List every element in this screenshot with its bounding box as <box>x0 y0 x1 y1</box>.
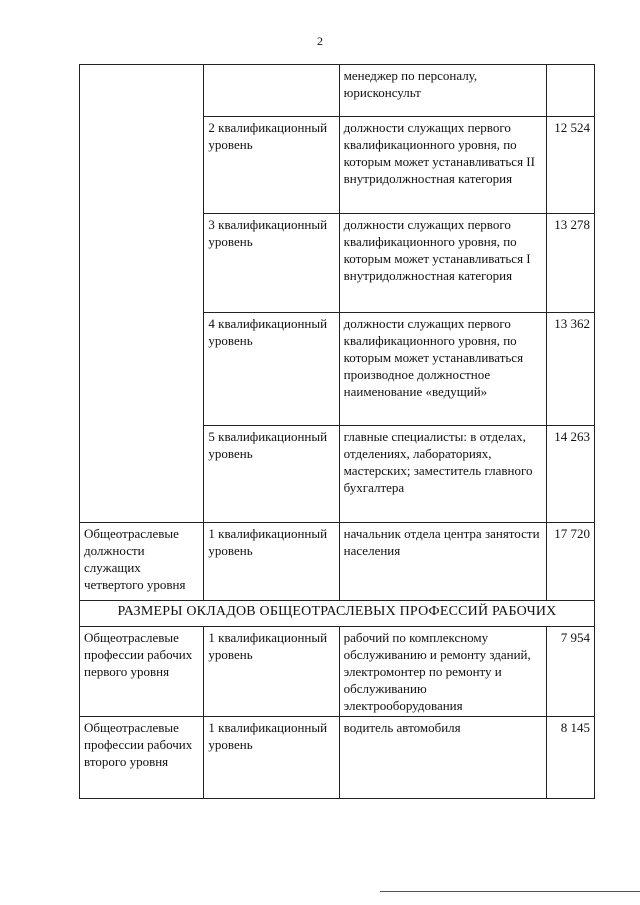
cell-positions: должности служащих первого квалификационного уровня, по которым может устанавливаться производное должностное наименование «ведущий» <box>339 313 547 426</box>
cell-salary: 12 524 <box>547 117 595 214</box>
cell-salary: 14 263 <box>547 426 595 523</box>
cell-level: 1 квалификационный уровень <box>204 523 339 601</box>
page-number: 2 <box>317 34 323 48</box>
cell-salary: 13 278 <box>547 214 595 313</box>
cell-salary: 17 720 <box>547 523 595 601</box>
table-row <box>80 717 595 799</box>
cell-group: Общеотраслевые профессии рабочих второго уровня <box>80 717 204 799</box>
footer-divider <box>380 891 640 892</box>
table-row <box>80 523 595 601</box>
cell-level: 3 квалификационный уровень <box>204 214 339 313</box>
cell-group: Общеотраслевые должности служащих четвертого уровня <box>80 523 204 601</box>
cell-salary: 8 145 <box>547 717 595 799</box>
cell-positions: должности служащих первого квалификационного уровня, по которым может устанавливаться II внутридолжностная категория <box>339 117 547 214</box>
cell-positions: главные специалисты: в отделах, отделениях, лабораториях, мастерских; заместитель главного бухгалтера <box>339 426 547 523</box>
salary-table <box>79 64 595 799</box>
cell-group: Общеотраслевые профессии рабочих первого уровня <box>80 627 204 717</box>
cell-positions: рабочий по комплексному обслуживанию и ремонту зданий, электромонтер по ремонту и обслуживанию электрооборудования <box>339 627 547 717</box>
cell-level: 5 квалификационный уровень <box>204 426 339 523</box>
cell-salary: 13 362 <box>547 313 595 426</box>
cell-positions: начальник отдела центра занятости населения <box>339 523 547 601</box>
section-header: РАЗМЕРЫ ОКЛАДОВ ОБЩЕОТРАСЛЕВЫХ ПРОФЕССИЙ РАБОЧИХ <box>80 601 595 627</box>
cell-level: 2 квалификационный уровень <box>204 117 339 214</box>
cell-level: 1 квалификационный уровень <box>204 627 339 717</box>
table-row <box>80 627 595 717</box>
cell-level: 1 квалификационный уровень <box>204 717 339 799</box>
cell-group-continued <box>80 65 204 523</box>
cell-positions: водитель автомобиля <box>339 717 547 799</box>
section-header-row <box>80 601 595 627</box>
cell-salary <box>547 65 595 117</box>
cell-level: 4 квалификационный уровень <box>204 313 339 426</box>
cell-salary: 7 954 <box>547 627 595 717</box>
table-row <box>80 65 595 117</box>
cell-level <box>204 65 339 117</box>
cell-positions: менеджер по персоналу, юрисконсульт <box>339 65 547 117</box>
cell-positions: должности служащих первого квалификационного уровня, по которым может устанавливаться I внутридолжностная категория <box>339 214 547 313</box>
